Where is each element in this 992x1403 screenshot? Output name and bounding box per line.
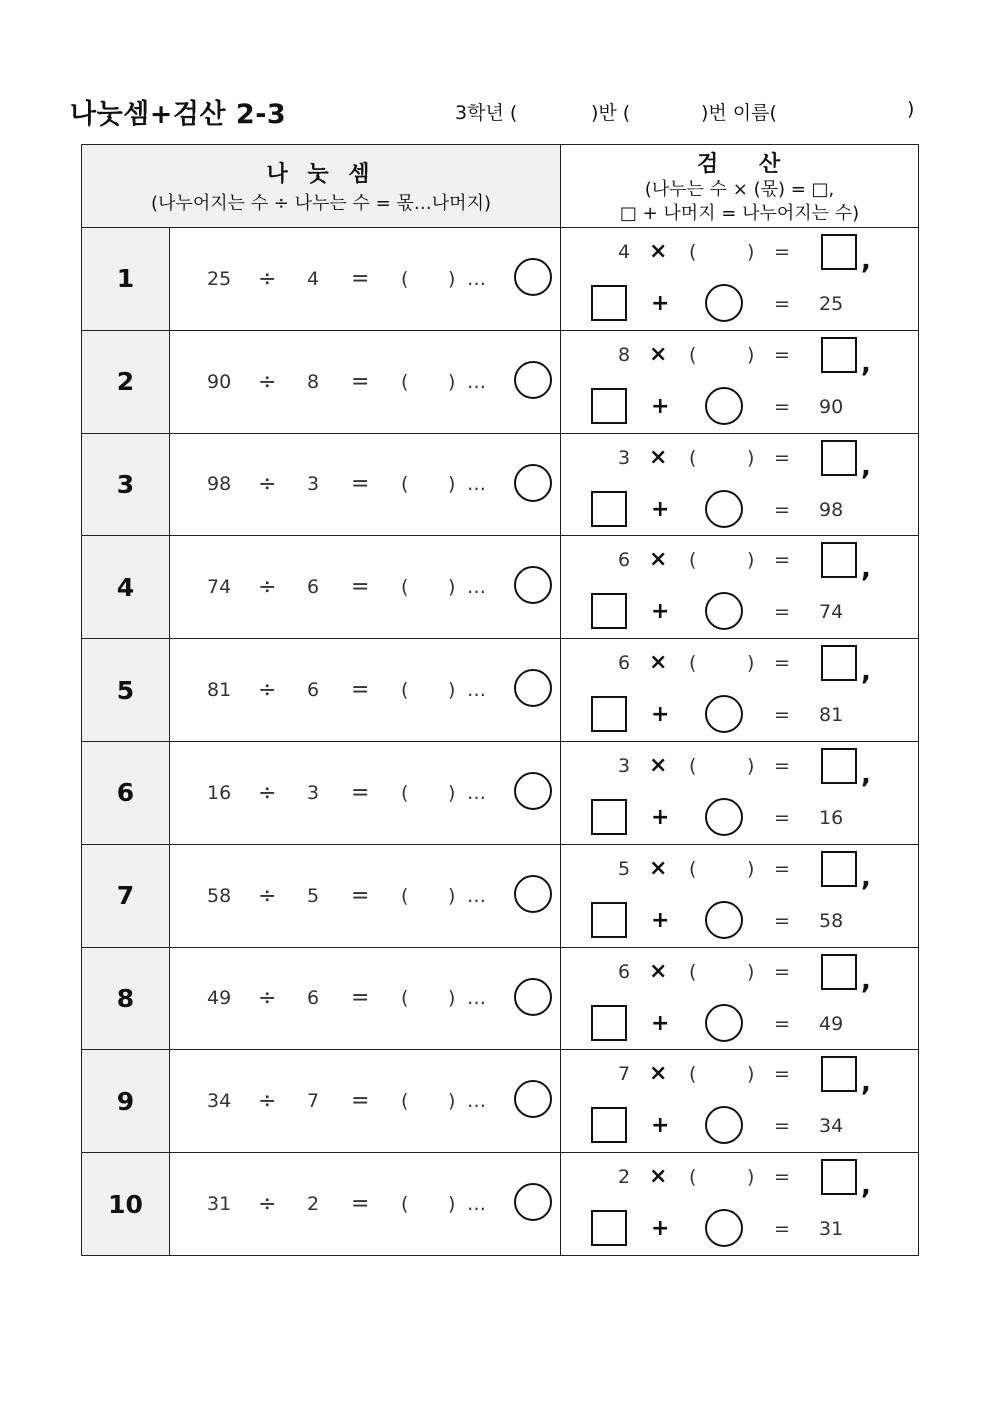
check-close-paren[interactable]: ) [747,652,755,675]
product-box[interactable] [821,440,857,476]
remainder-circle[interactable] [514,1080,552,1118]
comma: , [861,657,871,688]
times-sign: × [649,650,668,676]
problem-number [82,844,170,947]
comma: , [861,1068,871,1099]
plus-sign: + [651,702,670,728]
problem-row [82,947,919,1050]
remainder-circle[interactable] [514,258,552,296]
quotient-open-paren: ( [401,884,409,907]
check-equals-bottom: = [774,1115,790,1138]
division-cell [170,947,561,1050]
problem-row [82,330,919,433]
check-dividend: 16 [819,806,844,829]
check-divisor: 5 [618,857,631,880]
comma: , [861,554,871,585]
equals-sign: = [351,985,370,1011]
check-remainder-circle[interactable] [705,695,743,733]
check-equals-top: = [774,1063,790,1086]
ellipsis: … [467,267,486,290]
check-open-paren: ( [689,960,697,983]
check-equals-bottom: = [774,909,790,932]
check-equals-bottom: = [774,806,790,829]
check-close-paren[interactable]: ) [747,857,755,880]
check-equals-top: = [774,960,790,983]
header-row [82,145,919,228]
ellipsis: … [467,370,486,393]
product-box[interactable] [821,234,857,270]
equals-sign: = [351,1088,370,1114]
quotient-open-paren: ( [401,1090,409,1113]
remainder-circle[interactable] [514,875,552,913]
product-box[interactable] [821,337,857,373]
check-remainder-circle[interactable] [705,387,743,425]
quotient-close-paren[interactable]: ) [448,370,456,393]
check-close-paren[interactable]: ) [747,446,755,469]
times-sign: × [649,547,668,573]
problem-number-text: 10 [108,1189,143,1219]
divisor: 3 [307,473,320,496]
divisor: 6 [307,987,320,1010]
quotient-open-paren: ( [401,781,409,804]
check-divisor: 3 [618,446,631,469]
product-box[interactable] [821,542,857,578]
check-remainder-circle[interactable] [705,284,743,322]
quotient-open-paren: ( [401,473,409,496]
plus-sign: + [651,393,670,419]
check-equals-bottom: = [774,1218,790,1241]
problem-number-text: 5 [116,675,135,705]
check-open-paren: ( [689,754,697,777]
problem-number [82,947,170,1050]
number-name-label: )번 이름( [701,102,777,124]
problem-number [82,330,170,433]
check-divisor: 6 [618,960,631,983]
equals-sign: = [351,1191,370,1217]
ellipsis: … [467,1193,486,1216]
check-divisor: 6 [618,549,631,572]
quotient-open-paren: ( [401,987,409,1010]
check-equals-top: = [774,446,790,469]
divisor: 6 [307,576,320,599]
check-remainder-circle[interactable] [705,1004,743,1042]
problem-row [82,536,919,639]
problem-row [82,433,919,536]
equals-sign: = [351,780,370,806]
divide-sign: ÷ [258,266,277,292]
divide-sign: ÷ [258,471,277,497]
check-dividend: 90 [819,395,844,418]
problem-number [82,639,170,742]
times-sign: × [649,752,668,778]
check-equals-top: = [774,754,790,777]
problem-row [82,228,919,331]
problem-number-text: 3 [116,469,135,499]
check-header [561,145,919,228]
remainder-circle[interactable] [514,361,552,399]
times-sign: × [649,1061,668,1087]
check-dividend: 74 [819,601,844,624]
problem-number-text: 1 [116,264,135,294]
equals-sign: = [351,471,370,497]
divisor: 7 [307,1090,320,1113]
problem-number-text: 6 [116,778,135,808]
problem-number-text: 7 [116,881,135,911]
check-close-paren[interactable]: ) [747,241,755,263]
divisor: 6 [307,679,320,702]
quotient-open-paren: ( [401,1193,409,1216]
dividend: 31 [207,1193,232,1216]
check-divisor: 2 [618,1166,631,1189]
check-equals-top: = [774,241,790,263]
check-divisor: 3 [618,754,631,777]
check-cell [561,844,919,947]
division-cell [170,844,561,947]
product-box[interactable] [821,645,857,681]
check-divisor: 4 [618,241,631,263]
dividend: 81 [207,679,232,702]
divide-sign: ÷ [258,985,277,1011]
problem-number [82,228,170,331]
dividend: 49 [207,987,232,1010]
quotient-close-paren[interactable]: ) [448,987,456,1010]
plus-sign: + [651,907,670,933]
check-cell [561,536,919,639]
check-equals-top: = [774,1166,790,1189]
check-cell [561,228,919,331]
check-open-paren: ( [689,549,697,572]
division-cell [170,228,561,331]
check-formula-line1: (나누는 수 × (몫) = □, [644,178,835,200]
remainder-circle[interactable] [514,464,552,502]
quotient-open-paren: ( [401,679,409,702]
division-cell [170,433,561,536]
comma: , [861,246,871,276]
check-cell [561,741,919,844]
problem-number-text: 4 [116,572,135,602]
comma: , [861,862,871,893]
division-title: 나 눗 셈 [266,161,376,187]
equals-sign: = [351,369,370,395]
check-open-paren: ( [689,343,697,366]
check-equals-top: = [774,343,790,366]
check-close-paren[interactable]: ) [747,343,755,366]
division-cell [170,536,561,639]
comma: , [861,759,871,790]
equals-sign: = [351,266,370,292]
problem-number-text: 9 [116,1086,135,1116]
problem-row [82,1153,919,1256]
divide-sign: ÷ [258,677,277,703]
problem-number-text: 8 [116,983,135,1013]
check-close-paren[interactable]: ) [747,1166,755,1189]
product-box-copy[interactable] [591,696,627,732]
quotient-open-paren: ( [401,576,409,599]
check-title: 검 산 [696,151,783,177]
divisor: 2 [307,1193,320,1216]
dividend: 90 [207,370,232,393]
check-cell [561,639,919,742]
check-remainder-circle[interactable] [705,798,743,836]
check-equals-top: = [774,549,790,572]
product-box[interactable] [821,851,857,887]
times-sign: × [649,239,668,264]
product-box[interactable] [821,1056,857,1092]
check-open-paren: ( [689,241,697,263]
dividend: 58 [207,884,232,907]
division-cell [170,1050,561,1153]
ellipsis: … [467,1090,486,1113]
check-equals-bottom: = [774,601,790,624]
product-box-copy[interactable] [591,491,627,527]
quotient-close-paren[interactable]: ) [448,1193,456,1216]
remainder-circle[interactable] [514,566,552,604]
plus-sign: + [651,291,670,316]
ellipsis: … [467,781,486,804]
dividend: 16 [207,781,232,804]
worksheet-table [81,144,919,1256]
divide-sign: ÷ [258,574,277,600]
check-cell [561,330,919,433]
ellipsis: … [467,679,486,702]
comma: , [861,965,871,996]
plus-sign: + [651,496,670,522]
quotient-close-paren[interactable]: ) [448,679,456,702]
dividend: 25 [207,267,232,290]
quotient-close-paren[interactable]: ) [448,781,456,804]
quotient-open-paren: ( [401,267,409,290]
division-cell [170,1153,561,1256]
problem-number [82,741,170,844]
check-dividend: 25 [819,293,844,315]
product-box-copy[interactable] [591,285,627,321]
divisor: 8 [307,370,320,393]
check-dividend: 58 [819,909,844,932]
worksheet-title: 나눗셈+검산 2-3 [70,99,287,130]
ellipsis: … [467,473,486,496]
check-divisor: 6 [618,652,631,675]
divisor: 3 [307,781,320,804]
check-dividend: 31 [819,1218,844,1241]
check-equals-bottom: = [774,498,790,521]
times-sign: × [649,444,668,470]
problem-row [82,741,919,844]
check-open-paren: ( [689,446,697,469]
divide-sign: ÷ [258,780,277,806]
divide-sign: ÷ [258,369,277,395]
check-open-paren: ( [689,1063,697,1086]
problem-number [82,433,170,536]
plus-sign: + [651,804,670,830]
product-box-copy[interactable] [591,902,627,938]
problem-row [82,639,919,742]
problem-number [82,1050,170,1153]
check-open-paren: ( [689,1166,697,1189]
check-divisor: 8 [618,343,631,366]
quotient-close-paren[interactable]: ) [448,473,456,496]
check-formula-line2: □ + 나머지 = 나누어지는 수) [619,202,860,224]
check-dividend: 98 [819,498,844,521]
division-cell [170,639,561,742]
check-close-paren[interactable]: ) [747,960,755,983]
equals-sign: = [351,883,370,909]
division-cell [170,741,561,844]
comma: , [861,348,871,379]
product-box-copy[interactable] [591,799,627,835]
plus-sign: + [651,1010,670,1036]
check-dividend: 34 [819,1115,844,1138]
check-remainder-circle[interactable] [705,592,743,630]
quotient-close-paren[interactable]: ) [448,576,456,599]
problem-number-text: 2 [116,367,135,397]
divide-sign: ÷ [258,883,277,909]
times-sign: × [649,1164,668,1190]
check-cell [561,1050,919,1153]
problem-row [82,844,919,947]
check-equals-bottom: = [774,293,790,315]
check-remainder-circle[interactable] [705,901,743,939]
class-label: )반 ( [591,102,631,124]
name-close-paren: ) [907,98,915,120]
check-close-paren[interactable]: ) [747,754,755,777]
student-info [455,98,920,124]
product-box-copy[interactable] [591,593,627,629]
product-box-copy[interactable] [591,388,627,424]
product-box-copy[interactable] [591,1005,627,1041]
check-open-paren: ( [689,857,697,880]
comma: , [861,1171,871,1202]
check-open-paren: ( [689,652,697,675]
grade-label: 3학년 ( [455,102,518,124]
plus-sign: + [651,1216,670,1242]
remainder-circle[interactable] [514,669,552,707]
division-formula: (나누어지는 수 ÷ 나누는 수 = 몫…나머지) [151,192,491,214]
check-remainder-circle[interactable] [705,1106,743,1144]
check-dividend: 49 [819,1012,844,1035]
quotient-close-paren[interactable]: ) [448,1090,456,1113]
problem-row [82,1050,919,1153]
quotient-open-paren: ( [401,370,409,393]
quotient-close-paren[interactable]: ) [448,267,456,290]
dividend: 98 [207,473,232,496]
check-cell [561,947,919,1050]
plus-sign: + [651,1113,670,1139]
equals-sign: = [351,677,370,703]
equals-sign: = [351,574,370,600]
ellipsis: … [467,576,486,599]
check-close-paren[interactable]: ) [747,1063,755,1086]
times-sign: × [649,855,668,881]
product-box[interactable] [821,1159,857,1195]
product-box[interactable] [821,954,857,990]
divisor: 5 [307,884,320,907]
times-sign: × [649,341,668,367]
product-box-copy[interactable] [591,1107,627,1143]
check-equals-top: = [774,652,790,675]
product-box-copy[interactable] [591,1210,627,1246]
ellipsis: … [467,884,486,907]
check-remainder-circle[interactable] [705,1209,743,1247]
remainder-circle[interactable] [514,772,552,810]
times-sign: × [649,958,668,984]
divide-sign: ÷ [258,1191,277,1217]
check-close-paren[interactable]: ) [747,549,755,572]
remainder-circle[interactable] [514,978,552,1016]
check-equals-bottom: = [774,1012,790,1035]
check-equals-bottom: = [774,395,790,418]
problem-number [82,536,170,639]
check-equals-top: = [774,857,790,880]
comma: , [861,451,871,482]
product-box[interactable] [821,748,857,784]
problem-number [82,1153,170,1256]
quotient-close-paren[interactable]: ) [448,884,456,907]
check-cell [561,433,919,536]
check-cell [561,1153,919,1256]
check-dividend: 81 [819,704,844,727]
dividend: 74 [207,576,232,599]
check-equals-bottom: = [774,704,790,727]
check-remainder-circle[interactable] [705,490,743,528]
divisor: 4 [307,267,320,290]
dividend: 34 [207,1090,232,1113]
division-cell [170,330,561,433]
remainder-circle[interactable] [514,1183,552,1221]
ellipsis: … [467,987,486,1010]
division-header [82,145,561,228]
divide-sign: ÷ [258,1088,277,1114]
check-divisor: 7 [618,1063,631,1086]
plus-sign: + [651,599,670,625]
